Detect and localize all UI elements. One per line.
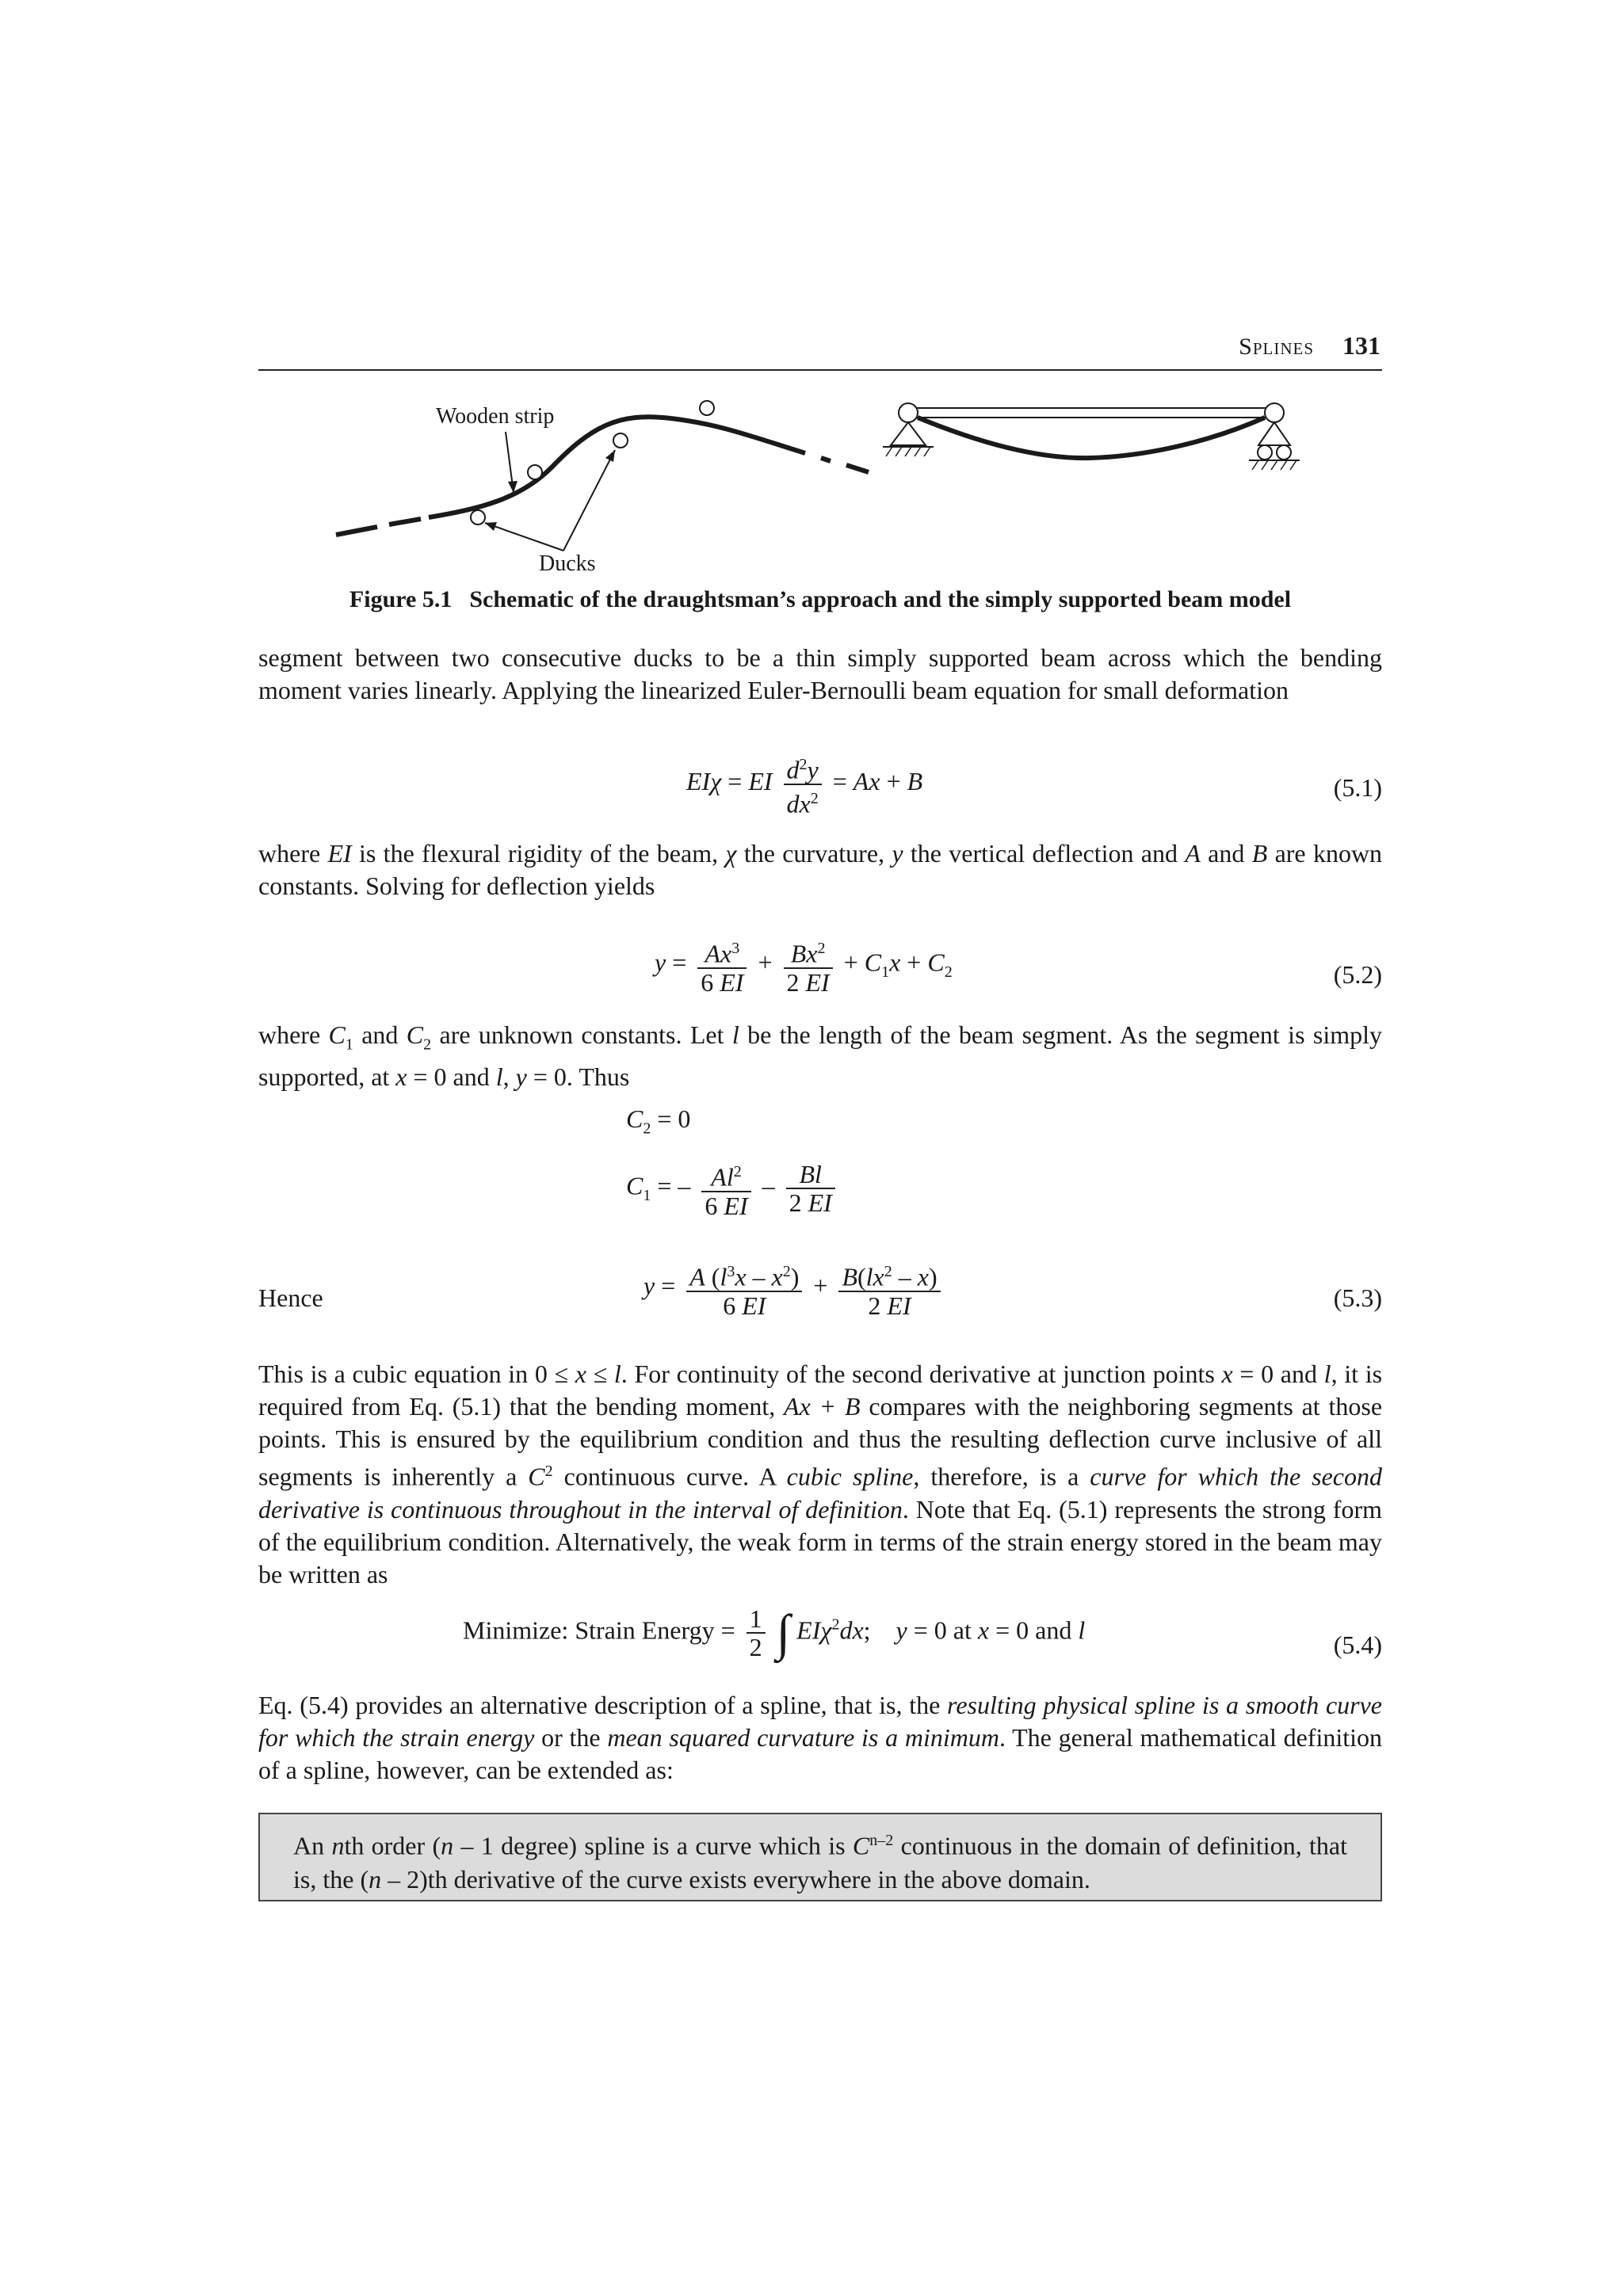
- definition-box: An nth order (n – 1 degree) spline is a curve which is $C^{n-2}$ continuous in the domain of definition, that is, the (n – 2)th derivative of the curve exists everywhere in the above domain.: [258, 1813, 1382, 1901]
- arrowhead-duck-3: [605, 450, 615, 462]
- label-ducks: Ducks: [539, 551, 596, 576]
- paragraph-4: This is a cubic equation in 0 ≤ x ≤ l. For continuity of the second derivative at junction points x = 0 and l, it is required from Eq. (5.1) that the bending moment, Ax + B compares with the neighboring segments at those points. This is ensured by the equilibrium condition and thus the resulting deflection curve inclusive of all segments is inherently a $C^2$ continuous curve. A cubic spline, therefore, is a curve for which the second derivative is continuous throughout in the interval of definition. Note that Eq. (5.1) represents the strong form of the equilibrium condition. Alternatively, the weak form in terms of the strain energy stored in the beam may be written as: [258, 1360, 1383, 1589]
- duck-3: [613, 433, 628, 448]
- right-hatch: [1252, 460, 1296, 470]
- paragraph-5: Eq. (5.4) provides an alternative description of a spline, that is, the resulting physical spline is a smooth curve for which the strain energy or the mean squared curvature is a minimum. The general mathematical definition of a spline, however, can be extended as:: [258, 1691, 1383, 1784]
- left-pin: [899, 403, 918, 422]
- paragraph-3: where $C_1$ and $C_2$ are unknown constants. Let l be the length of the beam segment. As the segment is simply supported, at x = 0 and l, y = 0. Thus: [258, 1020, 1383, 1092]
- left-support: [891, 422, 926, 445]
- integral-sign: ∫: [776, 1604, 791, 1661]
- book-page: Splines 131 Wooden strip Ducks Figure 5.1 Schematic of the draughtsman’s approach and the simply supported beam model segment between two consecutive ducks to be a thin simply supported beam across which the bending moment varies linearly. Applying the linearized Euler-Bernoulli beam equation for small deformation EIχ = EI $\frac{d^2y}{dx^2}$ = Ax + B (5.1) where EI is the flexural rigidity of the beam, χ the curvature, y the vertical deflection and A and B are known constants. Solving for deflection yields y = $\frac{Ax^3}{6 EI}$ + $\frac{Bx^2}{2 EI}$ + $C_1x + C_2$ (5.2) where $C_1$ and $C_2$ are unknown constants. Let l be the length of the beam segment. As the segment is simply supported, at x = 0 and l, y = 0. Thus $C_2 = 0$ $C_1$ = – $\frac{Al^2}{6 EI}$ – $\frac{Bl}{2 EI}$ Hence y = $\frac{A (l^3x - x^2)}{6 EI}$ + $\frac{B(lx^2 - x)}{2 EI}$ (5.3) This is a cubic equation in 0 ≤ x ≤ l. For continuity of the second derivative at junction points x = 0 and l, it is required from Eq. (5.1) that the bending moment, Ax + B compares with the neighboring segments at those points. This is ensured by the equilibrium condition and thus the resulting deflection curve inclusive of all segments is inherently a $C^2$ continuous curve. A cubic spline, therefore, is a curve for which the second derivative is continuous throughout in the interval of definition. Note that Eq. (5.1) represents the strong form of the equilibrium condition. Alternatively, the weak form in terms of the strain energy stored in the beam may be written as Minimize: Strain Energy = $\frac{1}{2}$ ∫ EIχ$^2$dx; y = 0 at x = 0 and l (5.4) Eq. (5.4) provides an alternative description of a spline, that is, the resulting physical spline is a smooth curve for which the strain energy or the mean squared curvature is a minimum. The general mathematical definition of a spline, however, can be extended as: An nth order (n – 1 degree) spline is a curve which is $C^{n-2}$ continuous in the domain of definition, that is, the (n – 2)th derivative of the curve exists everywhere in the above domain.: [258, 0, 1382, 2296]
- equation-5-3: Hence y = $\frac{A (l^3x - x^2)}{6 EI}$ + $\frac{B(lx^2 - x)}{2 EI}$ (5.3): [258, 1262, 1382, 1320]
- eq4-lhs: Minimize: Strain Energy =: [463, 1615, 735, 1645]
- duck-4: [700, 401, 714, 415]
- duck-1: [471, 510, 485, 524]
- caption-text: Schematic of the draughtsman’s approach and the simply supported beam model: [469, 586, 1292, 612]
- eq-number-5-2: (5.2): [1333, 960, 1382, 989]
- right-pin: [1265, 403, 1284, 422]
- strip-dash-right-1: [821, 458, 831, 461]
- arrowhead-duck-1: [485, 522, 497, 531]
- wooden-strip-curve: [429, 417, 805, 517]
- leader-duck-3: [563, 450, 615, 551]
- roller-left: [1258, 445, 1272, 460]
- eq4-condition: y = 0 at x = 0 and l: [896, 1615, 1086, 1645]
- deflected-beam: [918, 418, 1265, 458]
- page-number: 131: [1342, 331, 1381, 360]
- eq-number-5-3: (5.3): [1333, 1283, 1382, 1312]
- hence-label: Hence: [258, 1283, 323, 1312]
- left-hatch: [886, 447, 930, 456]
- equation-c1: $C_1$ = – $\frac{Al^2}{6 EI}$ – $\frac{Bl}{2 EI}$: [258, 1158, 1382, 1230]
- roller-right: [1277, 445, 1291, 460]
- right-support: [1258, 422, 1290, 445]
- eq-number-5-4: (5.4): [1333, 1630, 1382, 1659]
- figure-5-1: [258, 372, 1382, 578]
- paragraph-1: segment between two consecutive ducks to be a thin simply supported beam across which the bending moment varies linearly. Applying the linearized Euler-Bernoulli beam equation for small deformation: [258, 643, 1382, 704]
- caption-number: Figure 5.1: [349, 586, 453, 612]
- leader-duck-1: [485, 523, 563, 551]
- label-wooden-strip: Wooden strip: [436, 404, 555, 429]
- duck-2: [528, 465, 542, 479]
- strip-dash-right-2: [846, 465, 869, 472]
- figure-caption: [258, 586, 1382, 613]
- equation-5-1: EIχ = EI $\frac{d^2y}{dx^2}$ = Ax + B (5.1): [686, 755, 1382, 818]
- eq-number-5-1: (5.1): [1333, 773, 1382, 802]
- equation-5-2: y = $\frac{Ax^3}{6 EI}$ + $\frac{Bx^2}{2 EI}$ + $C_1x + C_2$ (5.2): [655, 939, 1382, 997]
- section-title: Splines: [1239, 334, 1314, 360]
- strip-dash-left-1: [336, 527, 377, 535]
- figure-drawing: [258, 372, 1382, 578]
- beam: [908, 408, 1274, 418]
- running-head: [258, 331, 1382, 371]
- strip-dash-left-2: [389, 519, 421, 524]
- paragraph-2: where EI is the flexural rigidity of the beam, χ the curvature, y the vertical deflection and A and B are known constants. Solving for deflection yields: [258, 839, 1383, 900]
- equation-5-4: Minimize: Strain Energy = $\frac{1}{2}$ ∫ EIχ$^2$dx; y = 0 at x = 0 and l (5.4): [463, 1604, 1382, 1661]
